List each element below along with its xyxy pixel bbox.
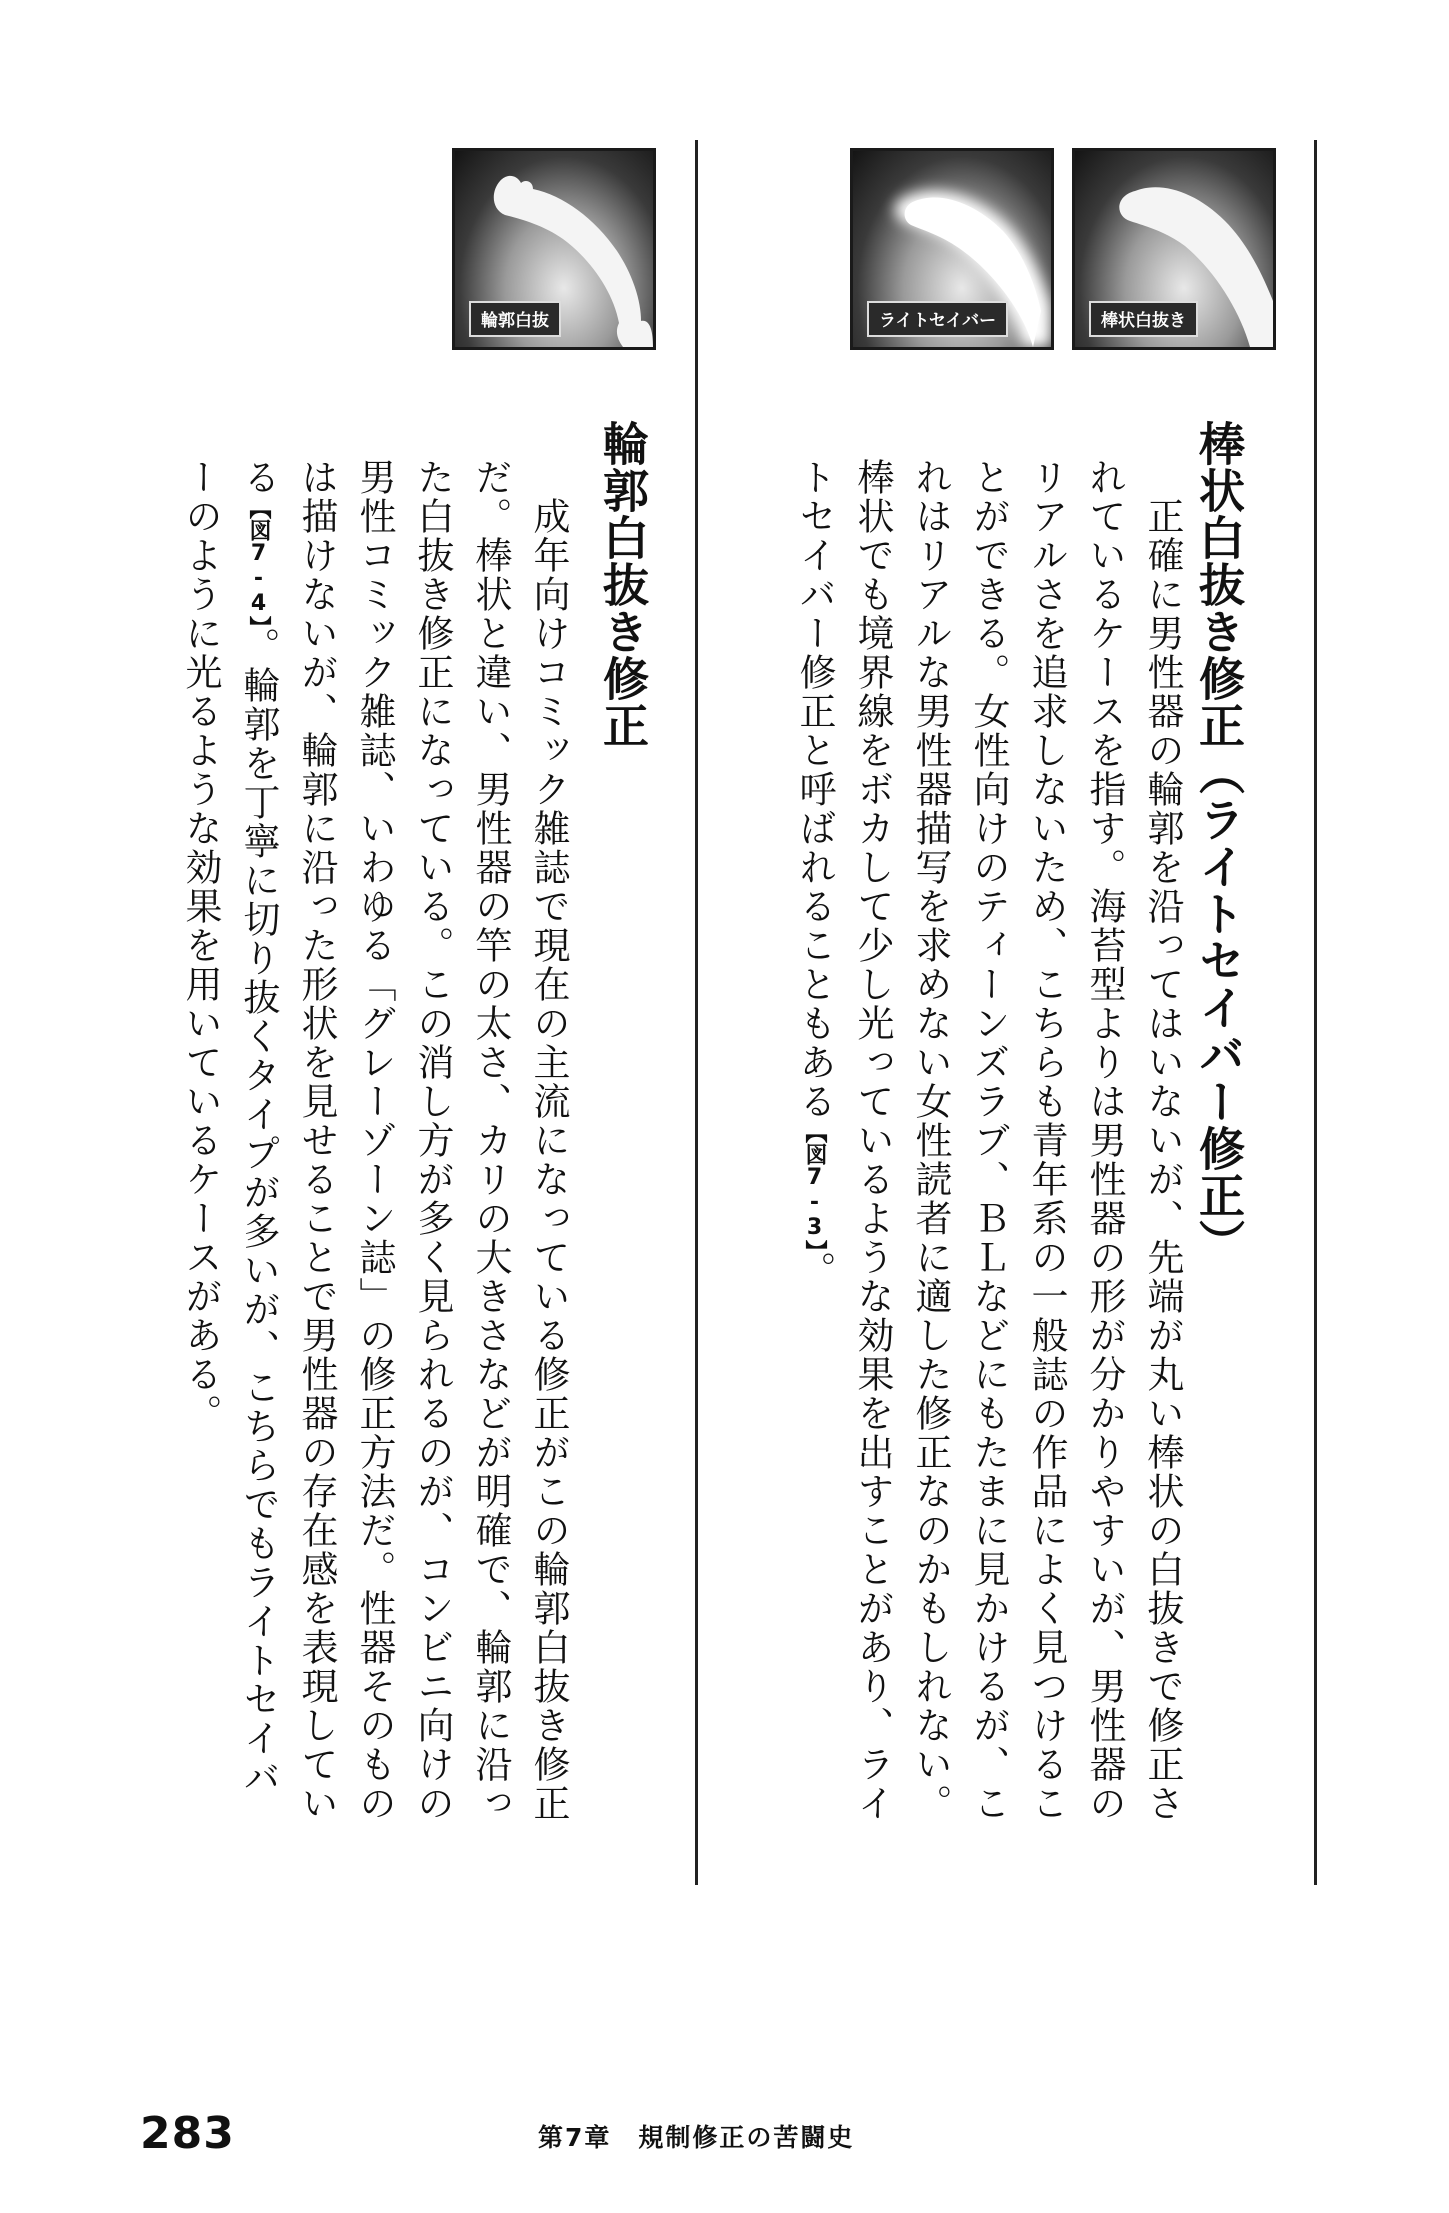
body-line: た白抜き修正になっている。この消し方が多く見られるのが、コンビニ向けの: [411, 458, 454, 1823]
body-line: れているケースを指す。海苔型よりは男性器の形が分かりやすいが、男性器の: [1083, 458, 1126, 1823]
body-line-text: トセイバー修正と呼ばれることもある: [793, 458, 836, 1121]
figure-label: 棒状白抜き: [1089, 301, 1198, 337]
section-heading-outline: 輪郭白抜き修正: [596, 420, 650, 749]
figure-label: 輪郭白抜: [469, 301, 561, 337]
body-line: 成年向けコミック雑誌で現在の主流になっている修正がこの輪郭白抜き修正: [527, 458, 570, 1823]
figure-lightsaber: [850, 148, 1054, 350]
page-number: 283: [140, 2108, 235, 2159]
body-line: れはリアルな男性器描写を求めない女性読者に適した修正なのかもしれない。: [909, 458, 952, 1823]
body-line-tail: 。: [793, 1251, 836, 1290]
figure-label: ライトセイバー: [867, 301, 1008, 337]
figure-rod-whiteout: [1072, 148, 1276, 350]
body-line: 正確に男性器の輪郭を沿ってはいないが、先端が丸い棒状の白抜きで修正さ: [1141, 458, 1184, 1823]
figure-reference: 【図7-4】: [246, 497, 271, 627]
body-line: [237, 458, 280, 1797]
figure-reference: 【図7-3】: [802, 1121, 827, 1251]
section-divider-right: [1314, 140, 1317, 1885]
body-line: ーのように光るような効果を用いているケースがある。: [179, 458, 222, 1433]
body-line: は描けないが、輪郭に沿った形状を見せることで男性器の存在感を表現してい: [295, 458, 338, 1823]
section-heading-rod: 棒状白抜き修正（ライトセイバー修正）: [1192, 420, 1246, 1266]
figure-outline-whiteout: [452, 148, 656, 350]
running-head: 第7章 規制修正の苦闘史: [538, 2123, 855, 2152]
body-line: [793, 458, 836, 1290]
body-line-text: る: [237, 458, 280, 497]
body-line: とができる。女性向けのティーンズラブ、ＢＬなどにもたまに見かけるが、こ: [967, 458, 1010, 1823]
body-line: だ。棒状と違い、男性器の竿の太さ、カリの大きさなどが明確で、輪郭に沿っ: [469, 458, 512, 1823]
body-line: 棒状でも境界線をボカして少し光っているような効果を出すことがあり、ライ: [851, 458, 894, 1823]
body-line: リアルさを追求しないため、こちらも青年系の一般誌の作品によく見つけるこ: [1025, 458, 1068, 1823]
body-line-text: 。輪郭を丁寧に切り抜くタイプが多いが、こちらでもライトセイバ: [237, 627, 280, 1797]
section-divider-middle: [695, 140, 698, 1885]
body-line: 男性コミック雑誌、いわゆる「グレーゾーン誌」の修正方法だ。性器そのもの: [353, 458, 396, 1823]
